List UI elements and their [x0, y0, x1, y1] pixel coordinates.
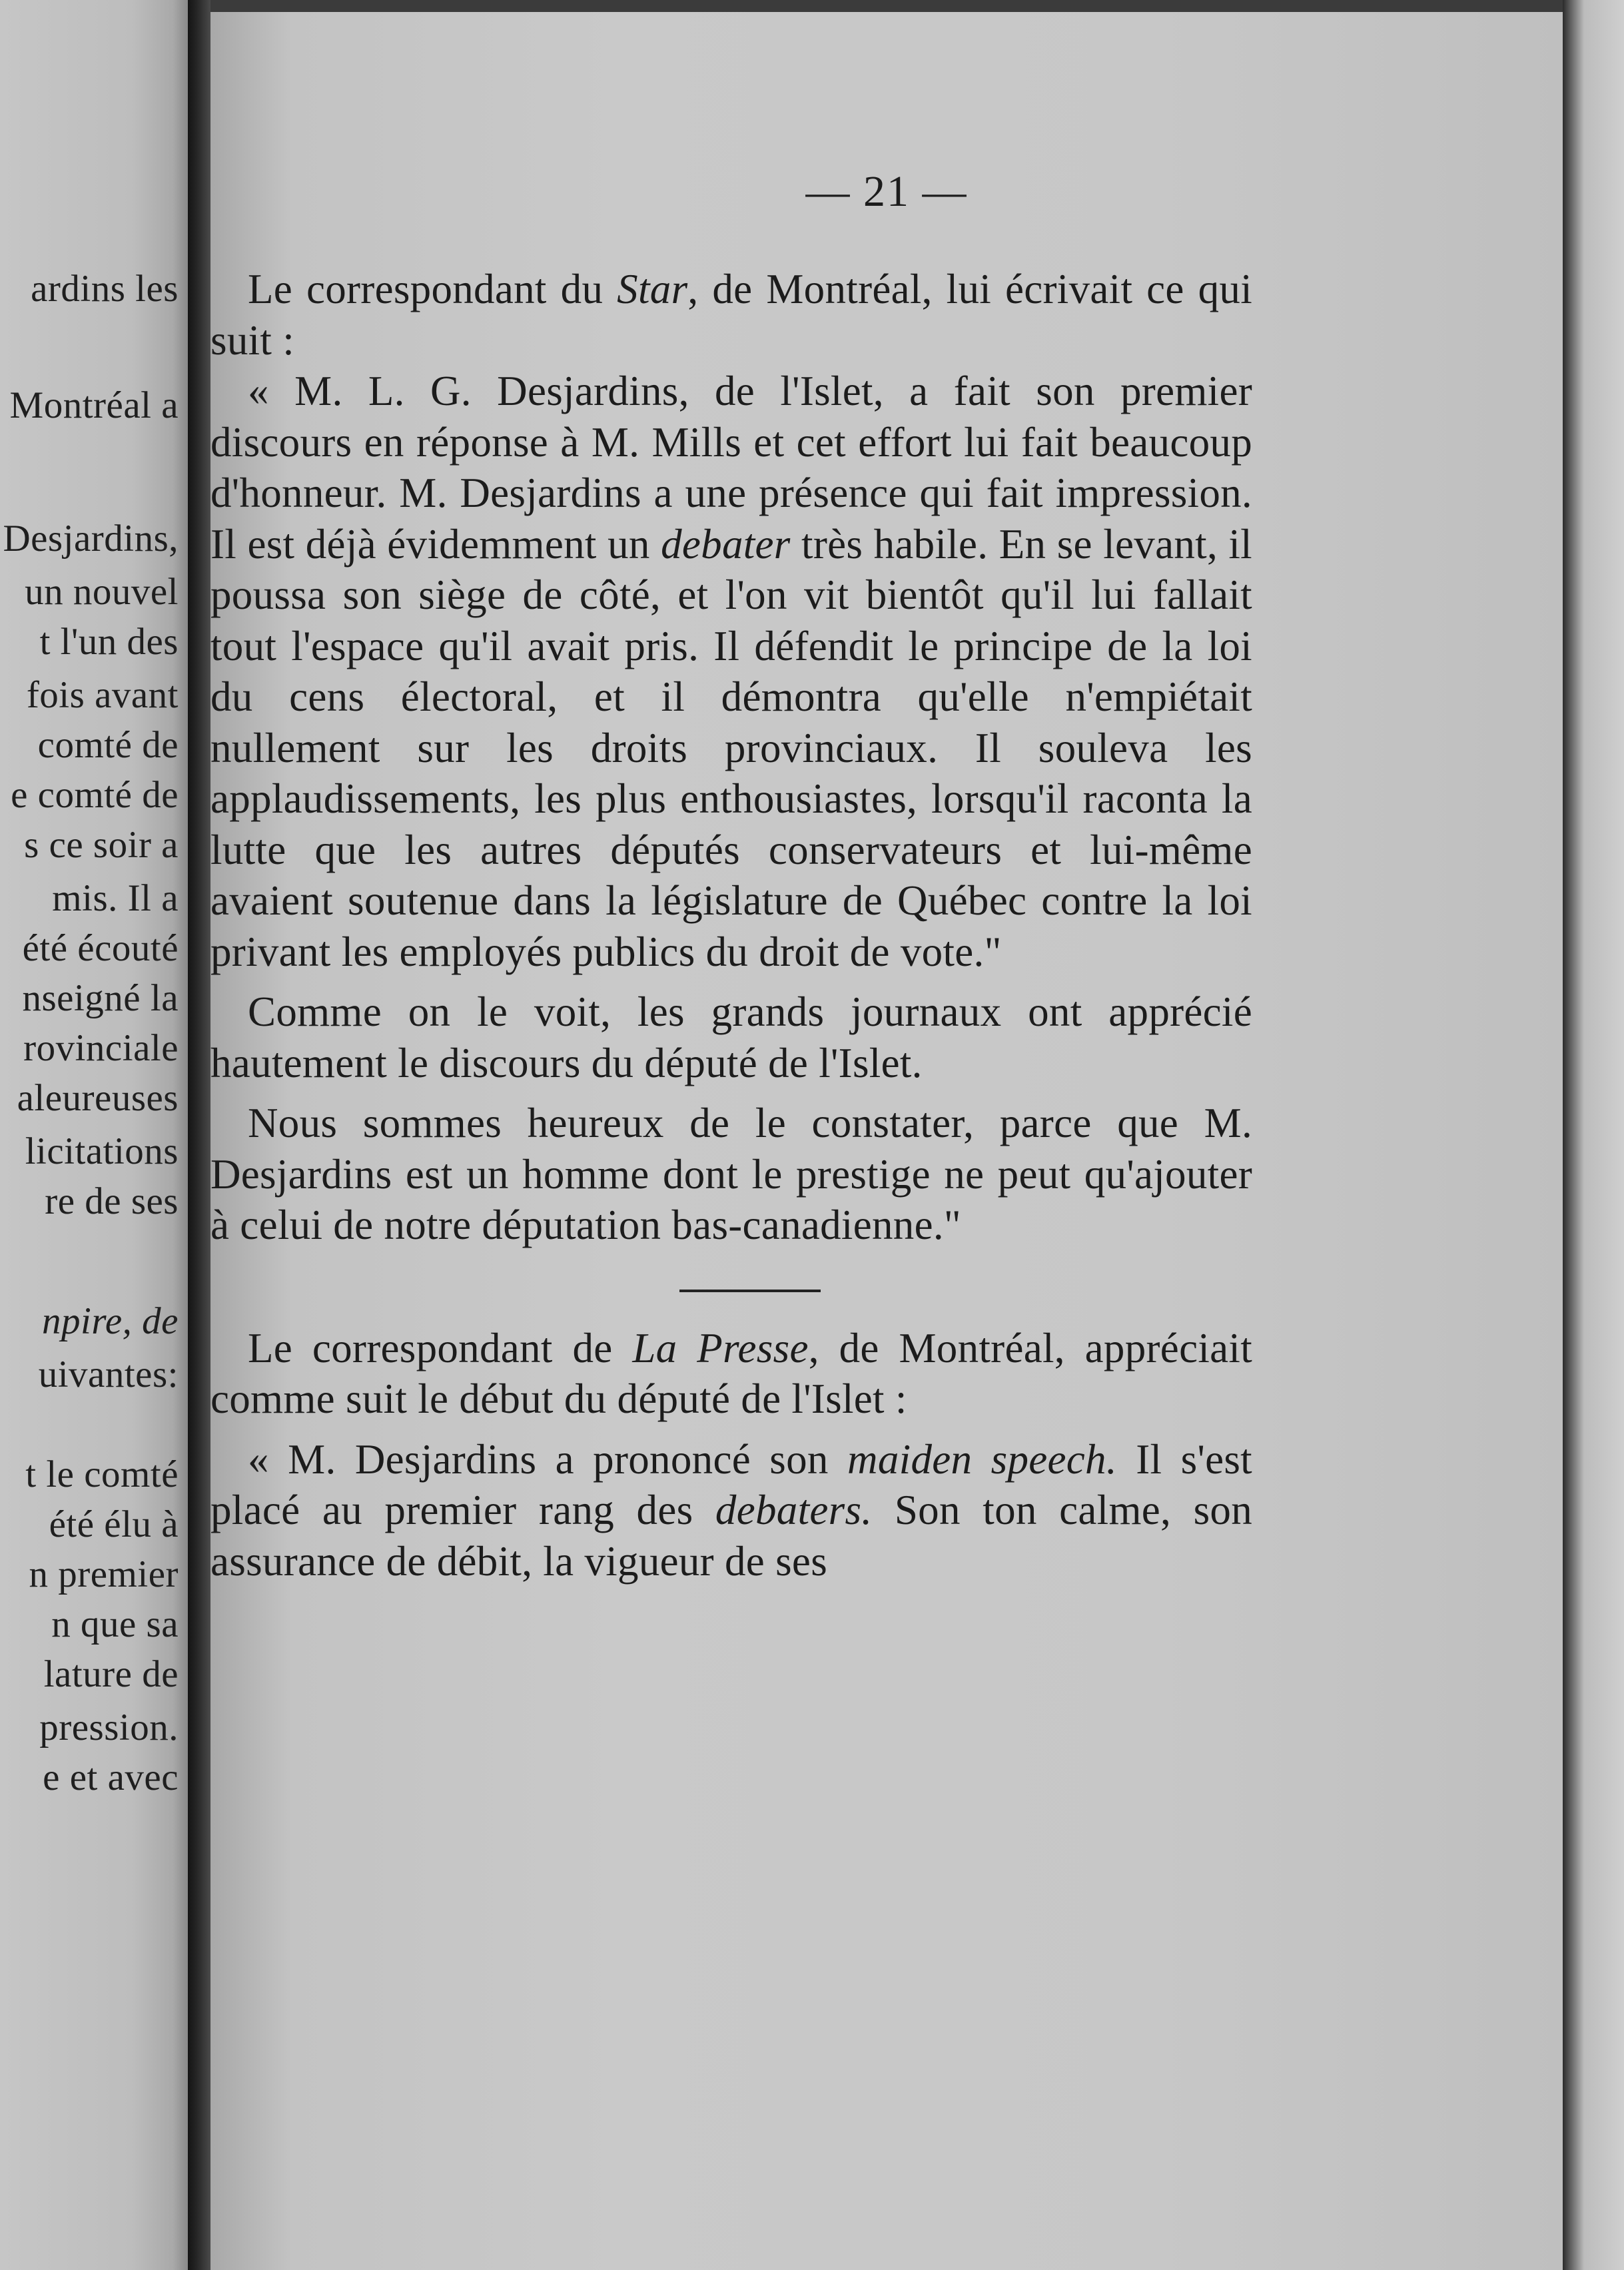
left-page-text-fragment: t le comté	[25, 1453, 179, 1495]
left-page-text-fragment: uivantes:	[38, 1353, 179, 1395]
left-page-text-fragment: npire, de	[41, 1300, 179, 1342]
paragraph-star-quote	[210, 366, 1252, 977]
book-binding-gutter	[188, 0, 210, 2270]
page-right-edge	[1563, 0, 1624, 2270]
italic-term-debater: debater	[661, 520, 791, 568]
left-page-text-fragment: ardins les	[31, 268, 179, 310]
page-text	[210, 264, 1252, 1587]
left-page-text-fragment: s ce soir a	[24, 824, 179, 866]
paragraph-text: Le correspondant de	[248, 1324, 633, 1371]
paragraph-commentary: Comme on le voit, les grands journaux ont apprécié hautement le discours du député de l'Islet.	[210, 988, 1252, 1086]
paragraph-conclusion: Nous sommes heureux de le constater, parce que M. Desjardins est un homme dont le prestige ne peut qu'ajouter à celui de notre députation bas-canadienne."	[210, 1100, 1252, 1248]
italic-term-maiden-speech: maiden speech.	[847, 1435, 1117, 1483]
left-page-text-fragment: comté de	[37, 724, 179, 766]
left-page-text-fragment: nseigné la	[22, 977, 179, 1019]
left-page-text-fragment: n que sa	[51, 1603, 179, 1645]
left-page-text-fragment: aleureuses	[17, 1077, 179, 1119]
paragraph-text: Le correspondant du	[248, 266, 617, 312]
left-page-text-fragment: t l'un des	[39, 621, 179, 663]
left-page-text-fragment: Montréal a	[9, 384, 179, 426]
left-page-text-fragment: e et avec	[43, 1756, 179, 1798]
paragraph-text: « M. Desjardins a prononcé son	[248, 1435, 848, 1483]
paragraph-star-intro	[210, 264, 1252, 366]
paragraph-text: , de Montréal, appréciait comme suit le début du député de l'Islet :	[210, 1324, 1253, 1422]
left-page-text-fragment: un nouvel	[25, 571, 179, 613]
left-page-text-fragment: pression.	[39, 1706, 179, 1748]
left-page-text-fragment: lature de	[43, 1653, 179, 1695]
left-page-text-fragment: e comté de	[11, 774, 179, 816]
left-page-text-fragment: n premier	[29, 1553, 179, 1595]
newspaper-name-star: Star	[617, 266, 688, 312]
left-page-text-fragment: Desjardins,	[3, 518, 179, 560]
section-divider	[679, 1290, 821, 1292]
paragraph-presse-quote	[210, 1434, 1252, 1587]
paragraph-text: très habile. En se levant, il poussa son siège de côté, et l'on vit bientôt qu'il lui fallait tout l'espace qu'il avait pris. Il défendit le principe de la loi du cens électoral, et il démontra qu'elle n'empiétait nullement sur les droits provinciaux. Il souleva les applaudissements, les plus enthousiastes, lorsqu'il raconta la lutte que les autres députés conservateurs et lui-même avaient soutenue dans la législature de Québec contre la loi privant les employés publics du droit de vote."	[210, 520, 1252, 975]
left-page-text-fragment: fois avant	[26, 674, 179, 716]
book-page	[210, 12, 1563, 2270]
paragraph-text: « M. L. G. Desjardins, de l'Islet, a fait son premier discours en réponse à M. Mills et cet effort lui fait beaucoup d'honneur. M. Desjardins a une présence qui fait impression. Il est déjà évidemment un	[210, 368, 1252, 568]
left-page-text-fragment: rovinciale	[23, 1027, 179, 1069]
previous-page	[0, 0, 188, 2270]
paragraph-text: Il s'est placé au premier rang des	[210, 1435, 1252, 1533]
left-page-text-fragment: mis. Il a	[52, 877, 179, 919]
paragraph-text: Son ton calme, son assurance de débit, la vigueur de ses	[210, 1487, 1253, 1585]
left-page-text-fragment: été élu à	[49, 1503, 179, 1545]
left-page-text-fragment: re de ses	[45, 1180, 179, 1222]
left-page-text-fragment: licitations	[25, 1130, 179, 1172]
paragraph-presse-intro	[210, 1323, 1252, 1425]
newspaper-name-presse: La Presse	[632, 1324, 809, 1371]
paragraph-text: , de Montréal, lui écrivait ce qui suit :	[210, 266, 1253, 364]
left-page-text-fragment: été écouté	[22, 927, 179, 969]
page-number: — 21 —	[805, 167, 968, 216]
italic-term-debaters: debaters.	[715, 1487, 873, 1533]
